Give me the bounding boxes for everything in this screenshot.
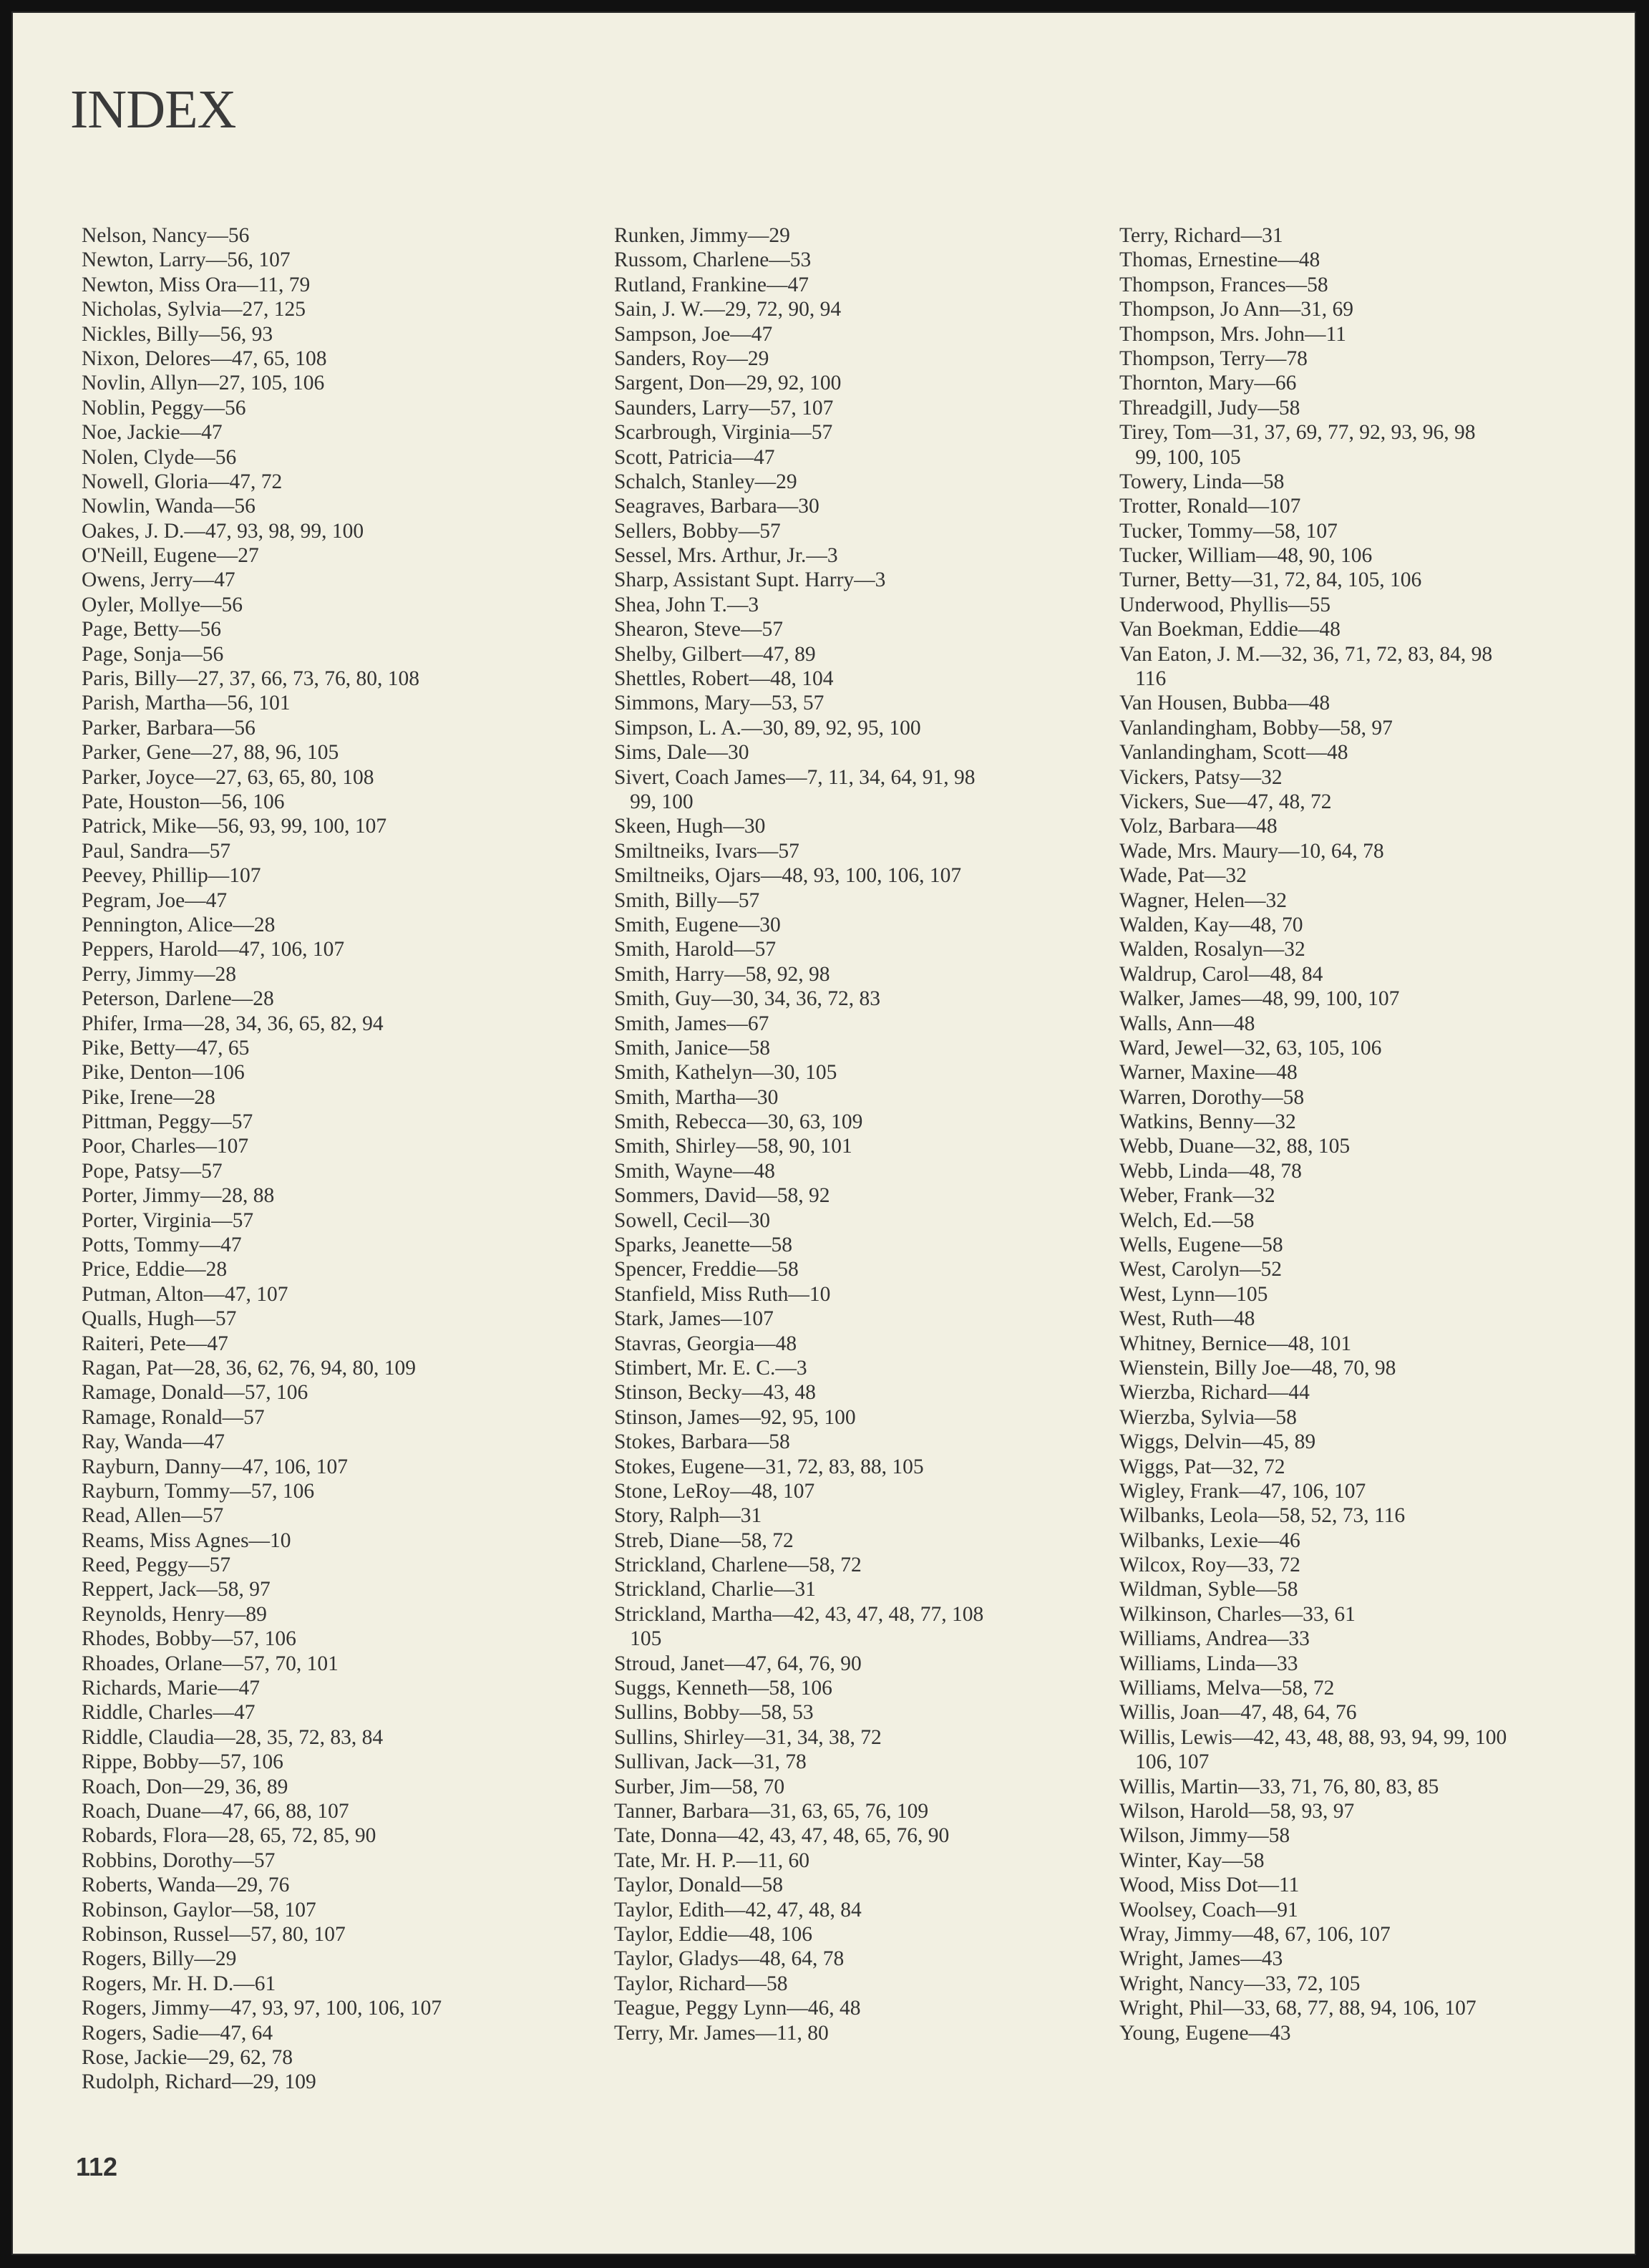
index-entry: Vanlandingham, Scott—48: [1119, 741, 1348, 765]
index-entry: Newton, Larry—56, 107: [82, 248, 291, 272]
index-entry: Wilkinson, Charles—33, 61: [1119, 1602, 1356, 1626]
index-entry: Thompson, Terry—78: [1119, 346, 1308, 370]
index-entry: Reynolds, Henry—89: [82, 1602, 267, 1626]
index-entry: Strickland, Charlene—58, 72: [614, 1554, 862, 1577]
index-entry: Richards, Marie—47: [82, 1677, 261, 1700]
index-entry: Sparks, Jeanette—58: [614, 1234, 793, 1257]
index-entry: Shea, John T.—3: [614, 593, 759, 616]
index-entry: Poor, Charles—107: [82, 1135, 249, 1158]
index-entry: Tanner, Barbara—31, 63, 65, 76, 109: [614, 1800, 929, 1823]
index-entry: Raiteri, Pete—47: [82, 1332, 228, 1355]
index-entry: Roberts, Wanda—29, 76: [82, 1874, 290, 1897]
index-entry: Stinson, Becky—43, 48: [614, 1381, 816, 1405]
index-entry: Rutland, Frankine—47: [614, 273, 809, 296]
index-entry: Williams, Linda—33: [1119, 1652, 1298, 1675]
index-entry: Shearon, Steve—57: [614, 618, 783, 641]
index-entry: Wagner, Helen—32: [1119, 888, 1287, 912]
index-entry: Reppert, Jack—58, 97: [82, 1578, 271, 1601]
index-entry: Warner, Maxine—48: [1119, 1061, 1298, 1085]
index-entry: Teague, Peggy Lynn—46, 48: [614, 1997, 861, 2020]
index-entry: Scarbrough, Virginia—57: [614, 421, 833, 445]
index-entry: Sims, Dale—30: [614, 741, 749, 765]
index-entry: Weber, Frank—32: [1119, 1184, 1275, 1208]
index-entry: Owens, Jerry—47: [82, 568, 235, 592]
index-entry: Walker, James—48, 99, 100, 107: [1119, 987, 1400, 1011]
index-entry: Taylor, Eddie—48, 106: [614, 1922, 812, 1946]
index-entry: Strickland, Martha—42, 43, 47, 48, 77, 108: [614, 1602, 984, 1626]
index-entry: Parker, Gene—27, 88, 96, 105: [82, 741, 339, 765]
index-entry: Ramage, Donald—57, 106: [82, 1381, 308, 1405]
index-entry: Putman, Alton—47, 107: [82, 1282, 288, 1306]
index-entry: Rogers, Mr. H. D.—61: [82, 1972, 276, 1995]
index-entry: Reams, Miss Agnes—10: [82, 1528, 291, 1552]
index-entry: Runken, Jimmy—29: [614, 224, 790, 247]
index-entry: Nickles, Billy—56, 93: [82, 322, 273, 346]
index-entry: Russom, Charlene—53: [614, 248, 812, 272]
index-entry: Walden, Kay—48, 70: [1119, 913, 1303, 936]
index-entry: Phifer, Irma—28, 34, 36, 65, 82, 94: [82, 1012, 384, 1035]
index-entry: West, Carolyn—52: [1119, 1258, 1283, 1281]
index-entry: Paul, Sandra—57: [82, 839, 231, 863]
index-entry: Nolen, Clyde—56: [82, 445, 237, 469]
index-entry: Smith, Janice—58: [614, 1036, 770, 1060]
index-entry: Nowell, Gloria—47, 72: [82, 470, 283, 493]
index-entry: Smith, Kathelyn—30, 105: [614, 1061, 837, 1085]
index-entry: Smith, Harry—58, 92, 98: [614, 962, 830, 986]
index-entry: Tate, Donna—42, 43, 47, 48, 65, 76, 90: [614, 1824, 950, 1848]
index-entry: Taylor, Donald—58: [614, 1874, 783, 1897]
index-entry: Wierzba, Richard—44: [1119, 1381, 1310, 1405]
index-entry: Perry, Jimmy—28: [82, 962, 237, 986]
index-entry: Warren, Dorothy—58: [1119, 1085, 1305, 1109]
index-entry: Peterson, Darlene—28: [82, 987, 274, 1011]
index-entry: Rhodes, Bobby—57, 106: [82, 1627, 296, 1651]
index-entry: Webb, Linda—48, 78: [1119, 1159, 1302, 1183]
index-entry: Porter, Virginia—57: [82, 1208, 254, 1232]
index-entry: Novlin, Allyn—27, 105, 106: [82, 372, 325, 395]
index-entry: Seagraves, Barbara—30: [614, 495, 819, 518]
index-entry: Riddle, Claudia—28, 35, 72, 83, 84: [82, 1725, 384, 1749]
index-entry: Stanfield, Miss Ruth—10: [614, 1282, 831, 1306]
index-entry: Oyler, Mollye—56: [82, 593, 243, 616]
index-entry: Story, Ralph—31: [614, 1504, 762, 1528]
index-entry: Volz, Barbara—48: [1119, 815, 1278, 838]
index-entry: Patrick, Mike—56, 93, 99, 100, 107: [82, 815, 387, 838]
index-entry: Thornton, Mary—66: [1119, 372, 1297, 395]
index-entry: Winter, Kay—58: [1119, 1848, 1265, 1872]
index-entry: Terry, Richard—31: [1119, 224, 1283, 247]
index-entry: Sullivan, Jack—31, 78: [614, 1750, 807, 1774]
index-entry: Smith, Guy—30, 34, 36, 72, 83: [614, 987, 881, 1011]
index-entry: Smith, Shirley—58, 90, 101: [614, 1135, 852, 1158]
index-entry: Thomas, Ernestine—48: [1119, 248, 1320, 272]
index-entry: Sharp, Assistant Supt. Harry—3: [614, 568, 886, 592]
index-entry: Strickland, Charlie—31: [614, 1578, 816, 1601]
index-entry: Porter, Jimmy—28, 88: [82, 1184, 275, 1208]
index-column-1: [82, 223, 597, 2095]
index-entry: Willis, Joan—47, 48, 64, 76: [1119, 1701, 1357, 1725]
index-entry: Tirey, Tom—31, 37, 69, 77, 92, 93, 96, 98: [1119, 421, 1476, 445]
index-entry: Watkins, Benny—32: [1119, 1110, 1296, 1134]
index-entry: 99, 100, 105: [1119, 445, 1241, 469]
index-entry: Stokes, Eugene—31, 72, 83, 88, 105: [614, 1455, 924, 1478]
index-entry: Trotter, Ronald—107: [1119, 495, 1301, 518]
index-entry: Saunders, Larry—57, 107: [614, 396, 834, 420]
index-entry: Parker, Joyce—27, 63, 65, 80, 108: [82, 765, 374, 789]
index-entry: Wells, Eugene—58: [1119, 1234, 1283, 1257]
page-number: 112: [76, 2152, 118, 2181]
index-entry: Nowlin, Wanda—56: [82, 495, 256, 518]
index-entry: Wigley, Frank—47, 106, 107: [1119, 1479, 1366, 1503]
index-entry: Tucker, Tommy—58, 107: [1119, 519, 1338, 543]
index-entry: Sellers, Bobby—57: [614, 519, 781, 543]
index-entry: Sommers, David—58, 92: [614, 1184, 830, 1208]
index-entry: Smith, Wayne—48: [614, 1159, 775, 1183]
index-entry: Shelby, Gilbert—47, 89: [614, 642, 816, 666]
index-entry: Skeen, Hugh—30: [614, 815, 766, 838]
index-entry: Wildman, Syble—58: [1119, 1578, 1298, 1601]
index-entry: Stark, James—107: [614, 1307, 774, 1331]
index-entry: Wilson, Jimmy—58: [1119, 1824, 1290, 1848]
index-entry: Vanlandingham, Bobby—58, 97: [1119, 716, 1393, 740]
index-entry: Potts, Tommy—47: [82, 1234, 242, 1257]
index-entry: Robbins, Dorothy—57: [82, 1848, 276, 1872]
index-entry: Wilcox, Roy—33, 72: [1119, 1554, 1300, 1577]
index-entry: Van Housen, Bubba—48: [1119, 692, 1331, 715]
index-entry: Surber, Jim—58, 70: [614, 1775, 785, 1798]
index-entry: Page, Sonja—56: [82, 642, 224, 666]
index-entry: Sessel, Mrs. Arthur, Jr.—3: [614, 544, 838, 568]
index-page: [11, 11, 1636, 2255]
index-entry: Reed, Peggy—57: [82, 1554, 231, 1577]
index-entry: Willis, Martin—33, 71, 76, 80, 83, 85: [1119, 1775, 1439, 1798]
index-entry: Ragan, Pat—28, 36, 62, 76, 94, 80, 109: [82, 1356, 417, 1380]
index-entry: Oakes, J. D.—47, 93, 98, 99, 100: [82, 519, 364, 543]
index-entry: Schalch, Stanley—29: [614, 470, 797, 493]
index-entry: Van Eaton, J. M.—32, 36, 71, 72, 83, 84, 98: [1119, 642, 1493, 666]
index-entry: Smith, Eugene—30: [614, 913, 781, 936]
index-entry: Taylor, Gladys—48, 64, 78: [614, 1947, 845, 1971]
index-entry: Stone, LeRoy—48, 107: [614, 1479, 815, 1503]
index-entry: West, Lynn—105: [1119, 1282, 1268, 1306]
index-entry: Nelson, Nancy—56: [82, 224, 250, 247]
index-entry: Sullins, Bobby—58, 53: [614, 1701, 814, 1725]
index-entry: Sampson, Joe—47: [614, 322, 773, 346]
index-entry: Roach, Duane—47, 66, 88, 107: [82, 1800, 349, 1823]
index-entry: Vickers, Sue—47, 48, 72: [1119, 790, 1332, 813]
index-entry: Wade, Pat—32: [1119, 864, 1247, 888]
index-entry: Noblin, Peggy—56: [82, 396, 246, 420]
index-entry: Young, Eugene—43: [1119, 2021, 1291, 2045]
index-entry: Shettles, Robert—48, 104: [614, 667, 834, 691]
index-entry: Simpson, L. A.—30, 89, 92, 95, 100: [614, 716, 921, 740]
index-entry: Rogers, Jimmy—47, 93, 97, 100, 106, 107: [82, 1997, 442, 2020]
index-entry: West, Ruth—48: [1119, 1307, 1255, 1331]
index-entry: Stokes, Barbara—58: [614, 1430, 790, 1454]
index-entry: Streb, Diane—58, 72: [614, 1528, 794, 1552]
index-column-3: [1119, 223, 1629, 2045]
index-column-2: [614, 223, 1129, 2045]
index-entry: Pike, Betty—47, 65: [82, 1036, 250, 1060]
index-entry: Roach, Don—29, 36, 89: [82, 1775, 288, 1798]
index-entry: Whitney, Bernice—48, 101: [1119, 1332, 1352, 1355]
index-entry: Walden, Rosalyn—32: [1119, 938, 1305, 961]
index-entry: Thompson, Frances—58: [1119, 273, 1328, 296]
index-entry: Pennington, Alice—28: [82, 913, 276, 936]
index-entry: Price, Eddie—28: [82, 1258, 228, 1281]
index-entry: Tate, Mr. H. P.—11, 60: [614, 1848, 809, 1872]
index-entry: Sanders, Roy—29: [614, 346, 769, 370]
index-entry: Smith, Billy—57: [614, 888, 760, 912]
index-entry: Wienstein, Billy Joe—48, 70, 98: [1119, 1356, 1396, 1380]
index-entry: Stroud, Janet—47, 64, 76, 90: [614, 1652, 862, 1675]
index-entry: Ramage, Ronald—57: [82, 1405, 265, 1429]
index-entry: Newton, Miss Ora—11, 79: [82, 273, 311, 296]
index-entry: Woolsey, Coach—91: [1119, 1898, 1298, 1922]
index-entry: Waldrup, Carol—48, 84: [1119, 962, 1323, 986]
index-entry: Pike, Denton—106: [82, 1061, 245, 1085]
index-entry: Van Boekman, Eddie—48: [1119, 618, 1341, 641]
index-entry: Pike, Irene—28: [82, 1085, 215, 1109]
index-entry: Pope, Patsy—57: [82, 1159, 223, 1183]
index-entry: Wright, James—43: [1119, 1947, 1283, 1971]
index-entry: Smiltneiks, Ojars—48, 93, 100, 106, 107: [614, 864, 962, 888]
index-entry: Underwood, Phyllis—55: [1119, 593, 1331, 616]
index-entry: Wilbanks, Leola—58, 52, 73, 116: [1119, 1504, 1406, 1528]
index-entry: Sivert, Coach James—7, 11, 34, 64, 91, 98: [614, 765, 976, 789]
index-entry: 99, 100: [614, 790, 694, 813]
index-entry: Rogers, Billy—29: [82, 1947, 237, 1971]
index-entry: Sullins, Shirley—31, 34, 38, 72: [614, 1725, 882, 1749]
index-entry: Wade, Mrs. Maury—10, 64, 78: [1119, 839, 1384, 863]
index-entry: Rogers, Sadie—47, 64: [82, 2021, 273, 2045]
index-entry: Ray, Wanda—47: [82, 1430, 225, 1454]
index-entry: Wiggs, Delvin—45, 89: [1119, 1430, 1316, 1454]
index-entry: Sargent, Don—29, 92, 100: [614, 372, 842, 395]
index-entry: Sain, J. W.—29, 72, 90, 94: [614, 298, 842, 321]
index-entry: Pate, Houston—56, 106: [82, 790, 285, 813]
index-entry: Williams, Melva—58, 72: [1119, 1677, 1335, 1700]
index-entry: Suggs, Kenneth—58, 106: [614, 1677, 832, 1700]
index-entry: Wray, Jimmy—48, 67, 106, 107: [1119, 1922, 1391, 1946]
index-entry: Welch, Ed.—58: [1119, 1208, 1255, 1232]
index-entry: Stinson, James—92, 95, 100: [614, 1405, 856, 1429]
index-entry: Smith, James—67: [614, 1012, 769, 1035]
index-entry: 105: [614, 1627, 662, 1651]
index-entry: Tucker, William—48, 90, 106: [1119, 544, 1373, 568]
index-entry: Rhoades, Orlane—57, 70, 101: [82, 1652, 339, 1675]
page-title: INDEX: [70, 79, 236, 140]
index-entry: Smith, Martha—30: [614, 1085, 779, 1109]
index-entry: Wilbanks, Lexie—46: [1119, 1528, 1300, 1552]
index-entry: Rayburn, Danny—47, 106, 107: [82, 1455, 348, 1478]
index-entry: Sowell, Cecil—30: [614, 1208, 770, 1232]
index-entry: Vickers, Patsy—32: [1119, 765, 1283, 789]
index-entry: O'Neill, Eugene—27: [82, 544, 259, 568]
index-entry: Towery, Linda—58: [1119, 470, 1285, 493]
index-entry: Parish, Martha—56, 101: [82, 692, 291, 715]
index-entry: Wright, Nancy—33, 72, 105: [1119, 1972, 1361, 1995]
index-entry: Threadgill, Judy—58: [1119, 396, 1300, 420]
index-entry: Rose, Jackie—29, 62, 78: [82, 2045, 293, 2069]
index-entry: Peevey, Phillip—107: [82, 864, 261, 888]
index-entry: Wierzba, Sylvia—58: [1119, 1405, 1297, 1429]
index-entry: Terry, Mr. James—11, 80: [614, 2021, 829, 2045]
index-entry: 106, 107: [1119, 1750, 1210, 1774]
index-entry: Riddle, Charles—47: [82, 1701, 256, 1725]
index-entry: Ward, Jewel—32, 63, 105, 106: [1119, 1036, 1382, 1060]
index-entry: Stavras, Georgia—48: [614, 1332, 797, 1355]
index-entry: Scott, Patricia—47: [614, 445, 775, 469]
index-entry: Willis, Lewis—42, 43, 48, 88, 93, 94, 99, 100: [1119, 1725, 1507, 1749]
index-entry: Parker, Barbara—56: [82, 716, 256, 740]
index-entry: Smith, Rebecca—30, 63, 109: [614, 1110, 863, 1134]
index-entry: Thompson, Mrs. John—11: [1119, 322, 1346, 346]
index-entry: Simmons, Mary—53, 57: [614, 692, 824, 715]
index-entry: 116: [1119, 667, 1167, 691]
index-entry: Williams, Andrea—33: [1119, 1627, 1310, 1651]
index-entry: Smiltneiks, Ivars—57: [614, 839, 799, 863]
index-entry: Robinson, Gaylor—58, 107: [82, 1898, 316, 1922]
index-entry: Peppers, Harold—47, 106, 107: [82, 938, 345, 961]
index-entry: Pittman, Peggy—57: [82, 1110, 253, 1134]
index-entry: Wilson, Harold—58, 93, 97: [1119, 1800, 1355, 1823]
index-entry: Wood, Miss Dot—11: [1119, 1874, 1300, 1897]
index-entry: Page, Betty—56: [82, 618, 222, 641]
index-entry: Smith, Harold—57: [614, 938, 777, 961]
index-entry: Walls, Ann—48: [1119, 1012, 1255, 1035]
index-entry: Pegram, Joe—47: [82, 888, 228, 912]
index-entry: Nixon, Delores—47, 65, 108: [82, 346, 327, 370]
index-entry: Webb, Duane—32, 88, 105: [1119, 1135, 1351, 1158]
index-entry: Wiggs, Pat—32, 72: [1119, 1455, 1285, 1478]
index-entry: Read, Allen—57: [82, 1504, 224, 1528]
index-entry: Qualls, Hugh—57: [82, 1307, 237, 1331]
index-entry: Noe, Jackie—47: [82, 421, 223, 445]
index-entry: Taylor, Richard—58: [614, 1972, 788, 1995]
index-entry: Spencer, Freddie—58: [614, 1258, 799, 1281]
index-entry: Rudolph, Richard—29, 109: [82, 2070, 316, 2094]
index-entry: Paris, Billy—27, 37, 66, 73, 76, 80, 108: [82, 667, 420, 691]
index-entry: Wright, Phil—33, 68, 77, 88, 94, 106, 107: [1119, 1997, 1477, 2020]
index-entry: Nicholas, Sylvia—27, 125: [82, 298, 306, 321]
index-entry: Stimbert, Mr. E. C.—3: [614, 1356, 807, 1380]
index-entry: Rippe, Bobby—57, 106: [82, 1750, 283, 1774]
index-entry: Taylor, Edith—42, 47, 48, 84: [614, 1898, 862, 1922]
index-entry: Robards, Flora—28, 65, 72, 85, 90: [82, 1824, 376, 1848]
index-entry: Robinson, Russel—57, 80, 107: [82, 1922, 346, 1946]
index-entry: Turner, Betty—31, 72, 84, 105, 106: [1119, 568, 1422, 592]
index-entry: Thompson, Jo Ann—31, 69: [1119, 298, 1353, 321]
index-entry: Rayburn, Tommy—57, 106: [82, 1479, 315, 1503]
